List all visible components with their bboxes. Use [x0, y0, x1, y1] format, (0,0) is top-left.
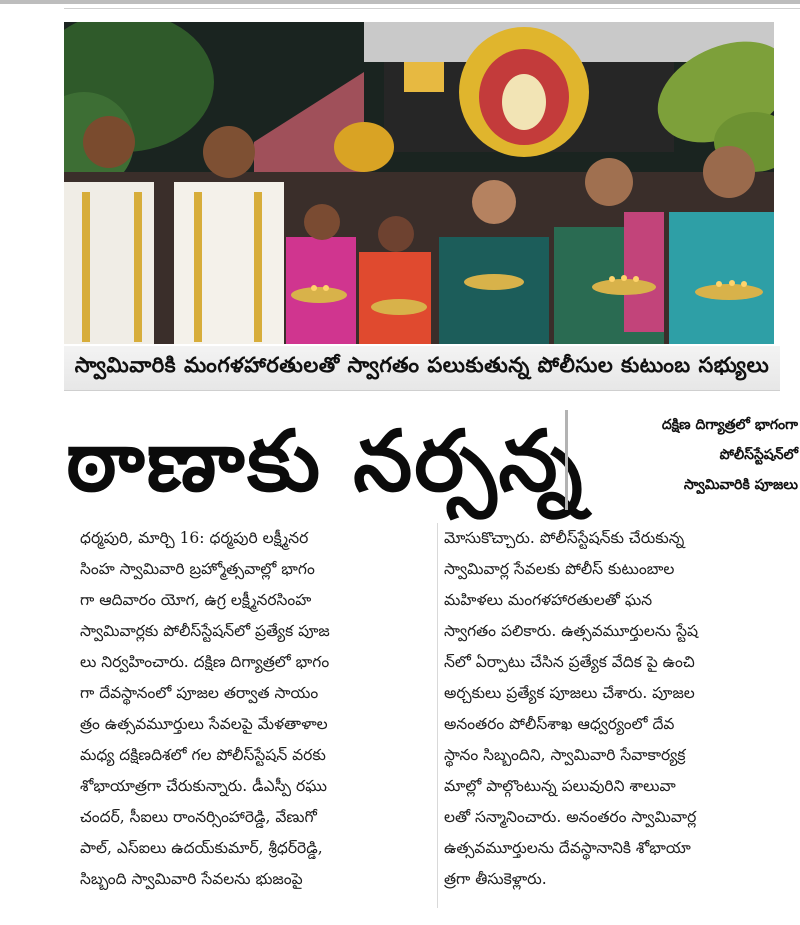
article-line: పాల్, ఎస్ఐలు ఉదయ్‌కుమార్, శ్రీధర్‌రెడ్డి, — [80, 839, 323, 857]
article-line: సింహ స్వామివారి బ్రహ్మోత్సవాల్లో భాగం — [80, 560, 315, 578]
photo-caption: స్వామివారికి మంగళహారతులతో స్వాగతం పలుకుతున్న పోలీసుల కుటుంబ సభ్యులు — [64, 346, 780, 391]
sub-headline-line: స్వామివారికి పూజలు — [683, 477, 798, 493]
article-line: గా ఆదివారం యోగ, ఉగ్ర లక్ష్మీనరసింహ — [80, 591, 312, 609]
article-line: మాల్లో పాల్గొంటున్న పలువురిని శాలువా — [444, 777, 676, 795]
article-line: అనంతరం పోలీస్‌శాఖ ఆధ్వర్యంలో దేవ — [444, 715, 675, 733]
article-line: మహిళలు మంగళహారతులతో ఘన — [444, 591, 653, 609]
article-line: స్వాగతం పలికారు. ఉత్సవమూర్తులను స్టేష — [444, 622, 699, 640]
article-line: స్వామివార్లకు పోలీస్‌స్టేషన్‌లో ప్రత్యేక పూజ — [80, 622, 330, 640]
article-line: శోభాయాత్రగా చేరుకున్నారు. డీఎస్పీ రఘు — [80, 777, 327, 795]
sub-headline — [565, 410, 798, 510]
article-line: త్రం ఉత్సవమూర్తులు సేవలపై మేళతాళాల — [80, 715, 328, 733]
article-line: అర్చకులు ప్రత్యేక పూజలు చేశారు. పూజల — [444, 684, 695, 702]
news-photo — [64, 22, 774, 344]
top-border — [0, 0, 800, 4]
article-column-right — [444, 523, 782, 895]
article-line: న్‌లో ఏర్పాటు చేసిన ప్రత్యేక వేదిక పై ఉంచి — [444, 653, 695, 671]
article-line: మోసుకొచ్చారు. పోలీస్‌స్టేషన్‌కు చేరుకున్న — [444, 529, 685, 547]
article-column-left — [80, 523, 440, 895]
sub-headline-line: పోలీస్‌స్టేషన్‌లో — [719, 447, 798, 463]
article-line: ఉత్సవమూర్తులను దేవస్థానానికి శోభాయా — [444, 839, 691, 857]
top-thin-rule — [64, 8, 800, 9]
photo-illustration — [64, 22, 774, 344]
headline: ఠాణాకు నర్సన్న — [66, 412, 585, 510]
article-line: ధర్మపురి, మార్చి 16: ధర్మపురి లక్ష్మీనర — [80, 529, 309, 547]
article-line: స్థానం సిబ్బందిని, స్వామివారి సేవాకార్యక్ర — [444, 746, 686, 764]
sub-headline-line: దక్షిణ దిగ్యాత్రలో భాగంగా — [661, 417, 798, 433]
article-line: సిబ్బంది స్వామివారి సేవలను భుజంపై — [80, 870, 303, 888]
article-line: స్వామివార్ల సేవలకు పోలీస్ కుటుంబాల — [444, 560, 675, 578]
article-line: గా దేవస్థానంలో పూజల తర్వాత సాయం — [80, 684, 319, 702]
article-line: లు నిర్వహించారు. దక్షిణ దిగ్యాత్రలో భాగం — [80, 653, 330, 671]
article-line: లతో సన్మానించారు. అనంతరం స్వామివార్ల — [444, 808, 697, 826]
article-line: త్రగా తీసుకెళ్లారు. — [444, 870, 547, 888]
article-line: చందర్, సీఐలు రాంనర్సింహారెడ్డి, వేణుగో — [80, 808, 317, 826]
article-line: మధ్య దక్షిణదిశలో గల పోలీస్‌స్టేషన్ వరకు — [80, 746, 326, 764]
